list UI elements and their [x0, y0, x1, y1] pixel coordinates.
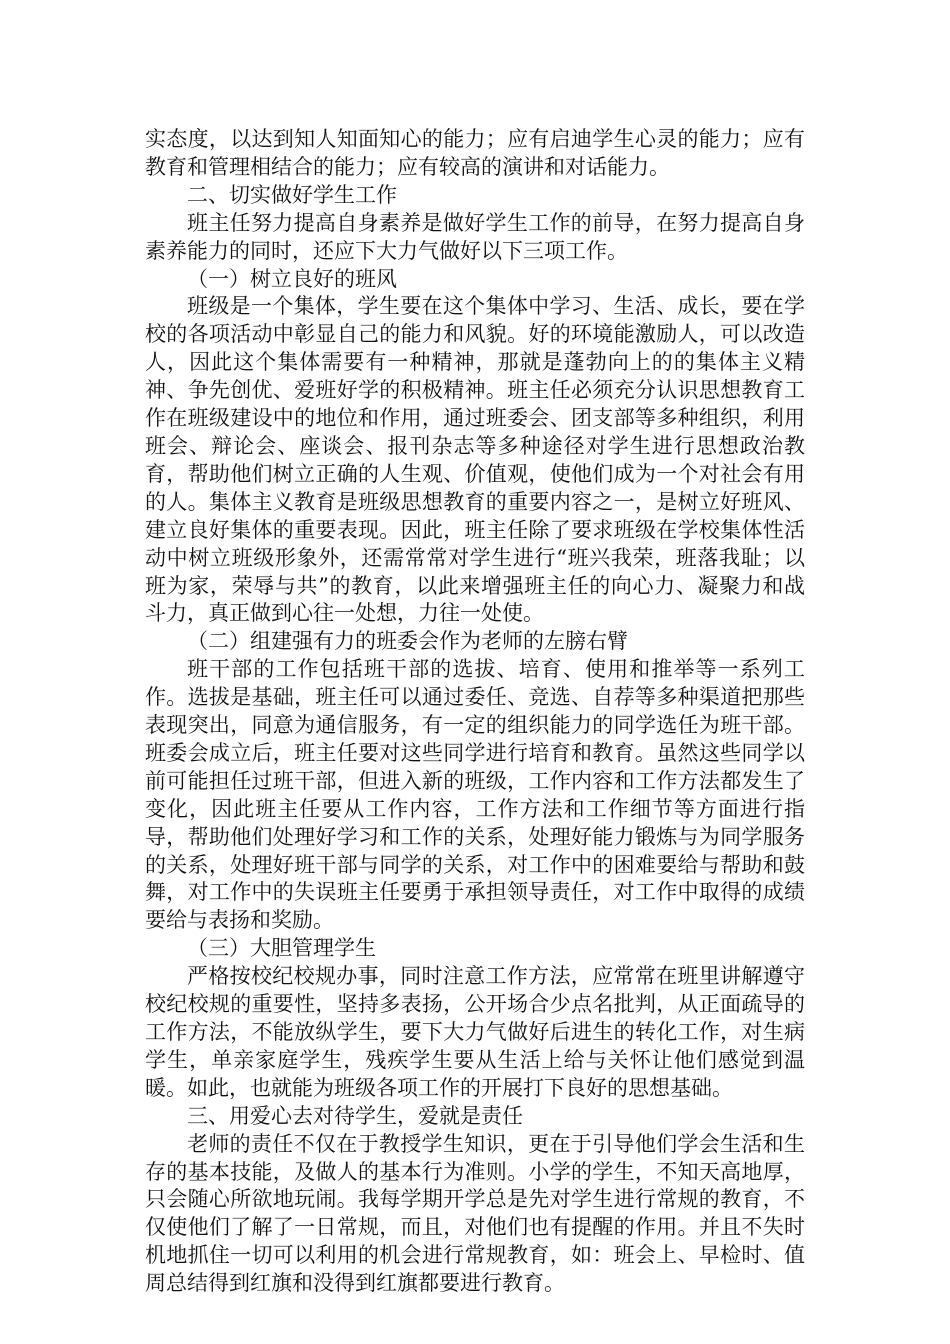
section-heading-3: 三、用爱心去对待学生，爱就是责任: [187, 1103, 523, 1128]
paragraph: 班主任努力提高自身素养是做好学生工作的前导，在努力提高自身素养能力的同时，还应下大力气做好以下三项工作。: [145, 210, 805, 263]
section-heading-2: 二、切实做好学生工作: [187, 182, 397, 207]
paragraph: 班级是一个集体，学生要在这个集体中学习、生活、成长，要在学校的各项活动中彰显自己的能力和风貌。好的环境能激励人，可以改造人，因此这个集体需要有一种精神，那就是蓬勃向上的的集体主义精神、争先创优、爱班好学的积极精神。班主任必须充分认识思想教育工作在班级建设中的地位和作用，通过班委会、团支部等多种组织，利用班会、辩论会、座谈会、报刊杂志等多种途径对学生进行思想政治教育，帮助他们树立正确的人生观、价值观，使他们成为一个对社会有用的人。集体主义教育是班级思想教育的重要内容之一，是树立好班风、建立良好集体的重要表现。因此，班主任除了要求班级在学校集体性活动中树立班级形象外，还需常常对学生进行“班兴我荣，班落我耻；以班为家，荣辱与共”的教育，以此来增强班主任的向心力、凝聚力和战斗力，真正做到心往一处想，力往一处使。: [145, 294, 805, 626]
paragraph-continuation: 实态度，以达到知人知面知心的能力；应有启迪学生心灵的能力；应有教育和管理相结合的能力；应有较高的演讲和对话能力。: [145, 127, 805, 179]
subsection-heading-1: （一）树立良好的班风: [187, 266, 397, 291]
paragraph: 严格按校纪校规办事，同时注意工作方法，应常常在班里讲解遵守校纪校规的重要性，坚持多表扬，公开场合少点名批判，从正面疏导的工作方法，不能放纵学生，要下大力气做好后进生的转化工作，对生病学生，单亲家庭学生，残疾学生要从生活上给与关怀让他们感觉到温暖。如此，也就能为班级各项工作的开展打下良好的思想基础。: [145, 964, 805, 1100]
paragraph: 班干部的工作包括班干部的选拔、培育、使用和推举等一系列工作。选拔是基础，班主任可以通过委任、竞选、自荐等多种渠道把那些表现突出，同意为通信服务，有一定的组织能力的同学选任为班干部。班委会成立后，班主任要对这些同学进行培育和教育。虽然这些同学以前可能担任过班干部，但进入新的班级，工作内容和工作方法都发生了变化，因此班主任要从工作内容，工作方法和工作细节等方面进行指导，帮助他们处理好学习和工作的关系，处理好能力锻炼与为同学服务的关系，处理好班干部与同学的关系，对工作中的困难要给与帮助和鼓舞，对工作中的失误班主任要勇于承担领导责任，对工作中取得的成绩要给与表扬和奖励。: [145, 657, 805, 933]
paragraph: 老师的责任不仅在于教授学生知识，更在于引导他们学会生活和生存的基本技能，及做人的基本行为准则。小学的学生，不知天高地厚，只会随心所欲地玩闹。我每学期开学总是先对学生进行常规的教育，不仅使他们了解了一日常规，而且，对他们也有提醒的作用。并且不失时机地抓住一切可以利用的机会进行常规教育，如：班会上、早检时、值周总结得到红旗和没得到红旗都要进行教育。: [145, 1131, 805, 1296]
subsection-heading-3: （三）大胆管理学生: [187, 936, 376, 961]
subsection-heading-2: （二）组建强有力的班委会作为老师的左膀右臂: [187, 629, 628, 654]
document-page: [145, 126, 805, 1298]
